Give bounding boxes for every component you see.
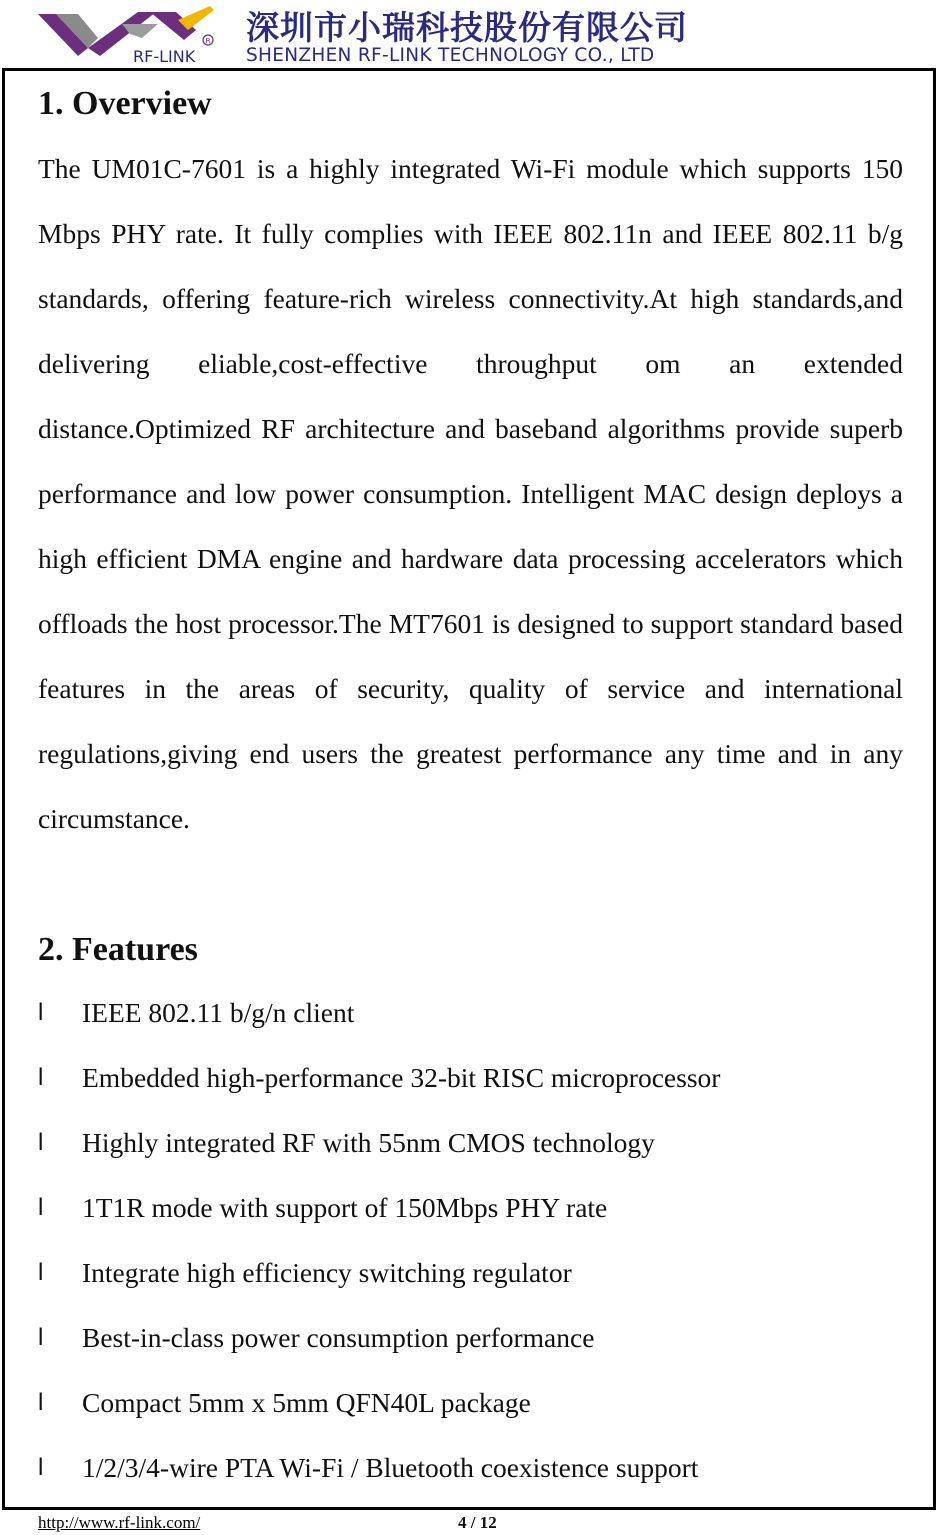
feature-text: 1T1R mode with support of 150Mbps PHY rate — [82, 1192, 608, 1223]
feature-text: Embedded high-performance 32-bit RISC microprocessor — [82, 1062, 721, 1093]
bullet-icon: l — [38, 1259, 44, 1286]
list-item — [38, 1305, 908, 1370]
list-item — [38, 1240, 908, 1305]
feature-text: Integrate high efficiency switching regulator — [82, 1257, 572, 1288]
feature-text: Best-in-class power consumption performance — [82, 1322, 595, 1353]
list-item — [38, 1175, 908, 1240]
list-item — [38, 1435, 908, 1500]
list-item — [38, 980, 908, 1045]
rf-link-logo — [38, 4, 218, 64]
bullet-icon: l — [38, 1194, 44, 1221]
list-item — [38, 1110, 908, 1175]
features-heading: 2. Features — [38, 931, 198, 968]
logo-text: RF-LINK — [133, 47, 196, 64]
overview-heading: 1. Overview — [38, 85, 212, 122]
bullet-icon: l — [38, 999, 44, 1026]
company-name-english: SHENZHEN RF-LINK TECHNOLOGY CO., LTD — [246, 45, 655, 66]
list-item — [38, 1370, 908, 1435]
page-header — [0, 0, 942, 68]
bullet-icon: l — [38, 1129, 44, 1156]
feature-text: IEEE 802.11 b/g/n client — [82, 997, 355, 1028]
feature-text: Compact 5mm x 5mm QFN40L package — [82, 1387, 531, 1418]
bullet-icon: l — [38, 1064, 44, 1091]
feature-text: Highly integrated RF with 55nm CMOS technology — [82, 1127, 655, 1158]
website-link[interactable]: http://www.rf-link.com/ — [38, 1513, 201, 1532]
features-list — [38, 980, 908, 1500]
list-item — [38, 1045, 908, 1110]
company-name-chinese: 深圳市小瑞科技股份有限公司 — [246, 8, 688, 47]
svg-text:R: R — [205, 37, 211, 45]
page-number: 4 / 12 — [458, 1513, 497, 1532]
feature-text: 1/2/3/4-wire PTA Wi-Fi / Bluetooth coexistence support — [82, 1452, 699, 1483]
bullet-icon: l — [38, 1324, 44, 1351]
bullet-icon: l — [38, 1454, 44, 1481]
overview-paragraph: The UM01C-7601 is a highly integrated Wi-Fi module which supports 150 Mbps PHY rate. It fully complies with IEEE 802.11n and IEEE 802.11 b/g standards, offering feature-rich wireless connectivity.At high standards,and delivering eliable,cost-effective throughput om an extended distance.Optimized RF architecture and baseband algorithms provide superb performance and low power consumption. Intelligent MAC design deploys a high efficient DMA engine and hardware data processing accelerators which offloads the host processor.The MT7601 is designed to support standard based features in the areas of security, quality of service and international regulations,giving end users the greatest performance any time and in any circumstance. — [38, 153, 903, 834]
bullet-icon: l — [38, 1389, 44, 1416]
